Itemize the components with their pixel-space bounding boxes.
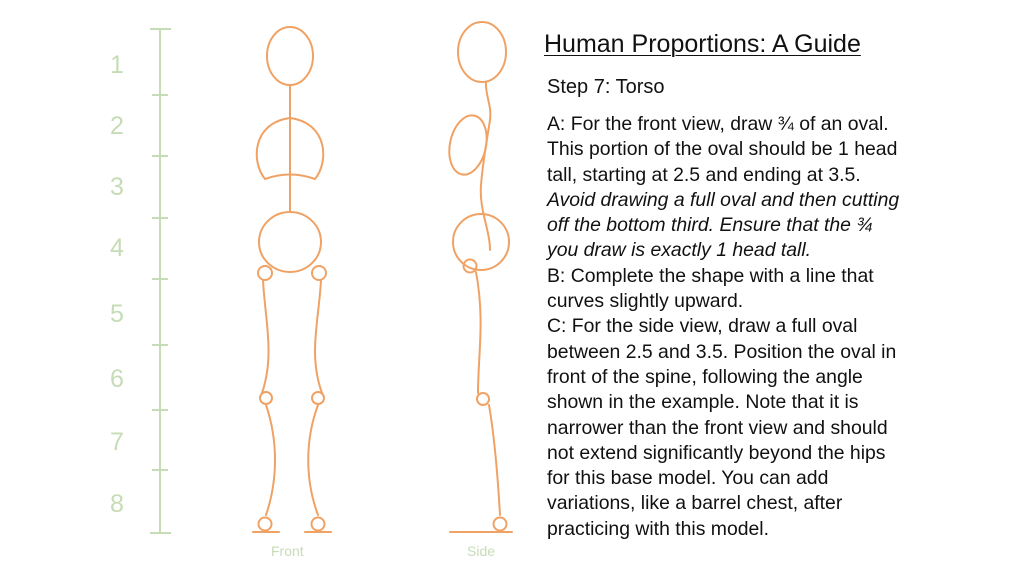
ruler-number-8: 8 <box>110 490 124 518</box>
c-text-6: not extend significantly beyond the hips <box>547 441 886 464</box>
front-right-knee <box>312 392 324 404</box>
c-text-4: shown in the example. Note that it is <box>547 391 859 414</box>
front-right-shin <box>308 405 318 515</box>
instruction-line <box>547 264 987 289</box>
front-figure <box>253 27 331 532</box>
front-left-hip-joint <box>258 266 272 280</box>
c-text-9: practicing with this model. <box>547 517 770 540</box>
side-head <box>458 22 506 82</box>
ruler-number-2: 2 <box>110 112 124 140</box>
label-a: A: <box>547 113 566 135</box>
front-head <box>267 27 313 85</box>
front-left-shin <box>266 405 275 515</box>
a-text-1: For the front view, draw ¾ of an oval. <box>570 113 889 135</box>
ruler-number-5: 5 <box>110 300 124 328</box>
ruler-number-4: 4 <box>110 234 124 262</box>
a-text-3: tall, starting at 2.5 and ending at 3.5. <box>547 163 861 186</box>
side-ankle <box>494 518 507 531</box>
b-text-1: Complete the shape with a line that <box>570 264 874 287</box>
side-knee <box>477 393 489 405</box>
ruler-number-6: 6 <box>110 365 124 393</box>
c-text-8: variations, like a barrel chest, after <box>547 492 843 515</box>
ruler-number-7: 7 <box>110 428 124 456</box>
front-left-ankle <box>259 518 272 531</box>
page-title: Human Proportions: A Guide <box>544 30 861 58</box>
front-right-thigh <box>315 280 322 393</box>
c-text-1: For the side view, draw a full oval <box>571 315 858 338</box>
front-right-hip-joint <box>312 266 326 280</box>
side-pelvis <box>453 214 509 270</box>
side-label: Side <box>467 543 496 559</box>
front-label: Front <box>271 543 304 559</box>
label-b: B: <box>547 264 566 287</box>
front-left-knee <box>260 392 272 404</box>
label-c: C: <box>547 315 567 338</box>
a-text-2: This portion of the oval should be 1 head <box>547 138 898 161</box>
c-text-5: narrower than the front view and should <box>547 416 888 439</box>
c-text-7: for this base model. You can add <box>547 467 829 490</box>
instruction-line <box>547 314 987 339</box>
c-text-2: between 2.5 and 3.5. Position the oval in <box>547 340 897 363</box>
front-left-thigh <box>262 280 269 393</box>
front-pelvis <box>259 212 321 272</box>
side-torso <box>444 112 492 178</box>
instructions <box>547 112 987 542</box>
front-right-ankle <box>312 518 325 531</box>
step-title: Step 7: Torso <box>547 76 665 98</box>
a-italic-3: you draw is exactly 1 head tall. <box>547 239 812 262</box>
side-figure <box>444 22 512 532</box>
side-spine <box>481 82 491 250</box>
c-text-3: front of the spine, following the angle <box>547 365 863 388</box>
ruler-number-3: 3 <box>110 173 124 201</box>
b-text-2: curves slightly upward. <box>547 290 744 313</box>
ruler-number-1: 1 <box>110 51 124 79</box>
a-italic-1: Avoid drawing a full oval and then cutting <box>547 188 900 211</box>
a-italic-2: off the bottom third. Ensure that the ¾ <box>547 214 873 237</box>
head-ruler <box>150 29 171 533</box>
instruction-line <box>547 112 987 137</box>
